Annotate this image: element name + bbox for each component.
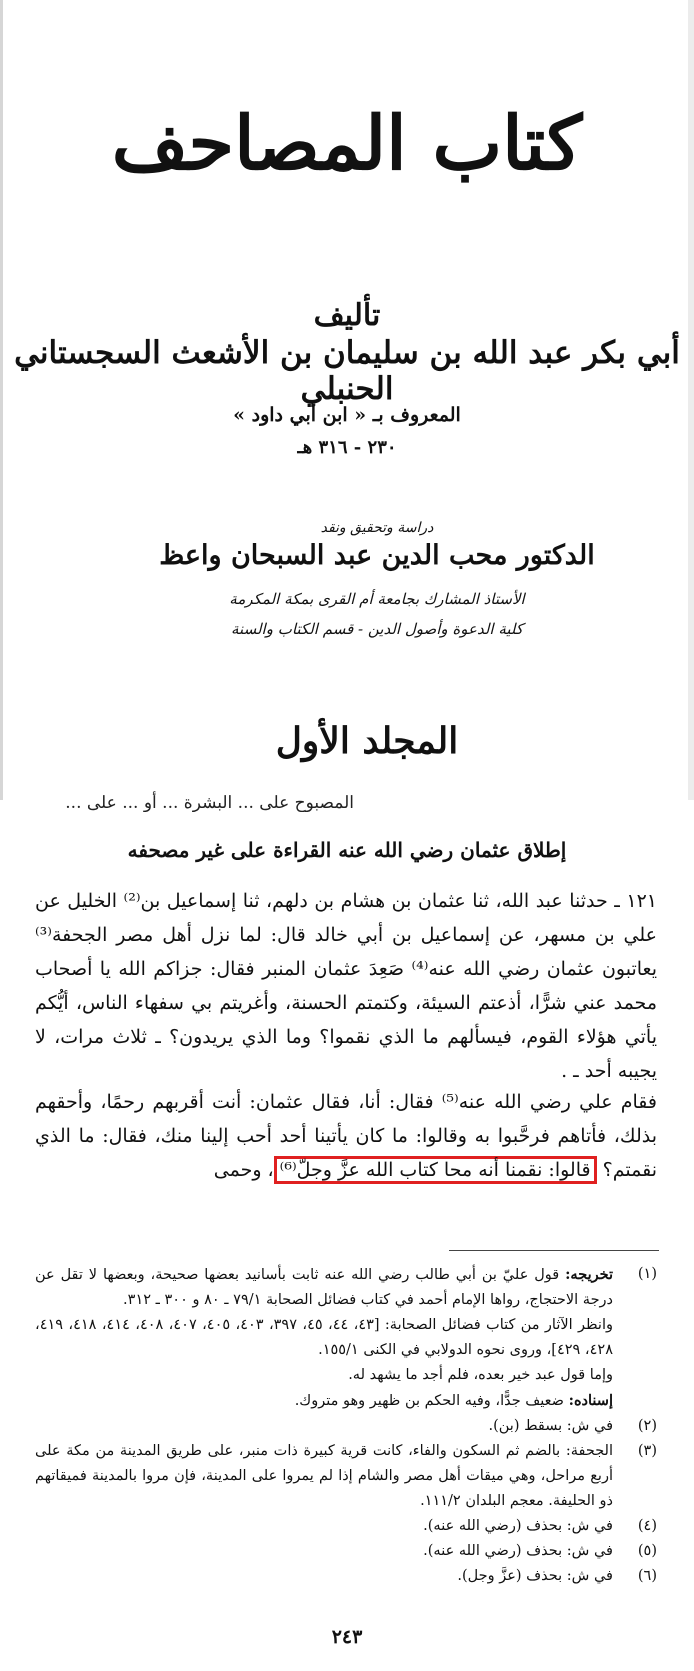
paragraph-2-start: فقام علي رضي الله عنه⁽⁵⁾ فقال: أنا، فقال عثمان: أنت أقربهم رحمًا، وأحقهم بذلك، فأتاهم فرحَّبوا به وقالوا: ما كان يأتينا أحد أحب إلينا منك، فقال: ما الذي نقمتم؟ [35,1091,657,1181]
paragraph-2 [35,1085,657,1187]
footnotes [35,1262,657,1589]
footnote-label: إسناده: [568,1392,613,1409]
highlighted-phrase: قالوا: نقمنا أنه محا كتاب الله عزَّ وجلّ⁽⁶⁾ [274,1156,597,1184]
author-name: أبي بكر عبد الله بن سليمان بن الأشعث السجستاني الحنبلي [14,335,680,407]
footnote-body [35,1262,613,1414]
footnote [35,1539,657,1564]
footnote-number: (٣) [637,1443,657,1459]
volume-label: المجلد الأول [275,720,459,762]
paragraph-2-end: ، وحمى [213,1159,274,1181]
paragraph-1-text: ١٢١ ـ حدثنا عبد الله، ثنا عثمان بن هشام بن دلهم، ثنا إسماعيل بن⁽²⁾ الخليل عن علي بن مسهر، عن إسماعيل بن أبي خالد قال: لما نزل أهل مصر الجحفة⁽³⁾ يعاتبون عثمان رضي الله عنه⁽⁴⁾ صَعِدَ عثمان المنبر فقال: جزاكم الله يا أصحاب محمد عني شرًّا، أذعتم السيئة، وكتمتم الحسنة، وأغريتم بي سفهاء الناس، أيُّكم يأتي هؤلاء القوم، فيسألهم ما الذي نقموا؟ وما الذي يريدون؟ ـ ثلاث مرات، لا يجيبه أحد ـ . [35,890,657,1082]
footnote [35,1439,657,1514]
footnote-number: (٢) [637,1418,657,1434]
page-number: ٢٤٣ [331,1626,363,1648]
footnote-line: قول عليّ بن أبي طالب رضي الله عنه ثابت بأسانيد بعضها صحيحة، وبعضها لا تقل عن درجة الاحتجاج، رواها الإمام أحمد في كتاب فضائل الصحابة ٧٩/١ ـ ٨٠ و ٣٠٠ ـ ٣١٢. [35,1267,613,1308]
paragraph-1 [35,884,657,1088]
footnote-line: ضعيف جدًّا، وفيه الحكم بن ظهير وهو متروك. [294,1393,564,1409]
footnote-number: (٤) [637,1518,657,1534]
footnote-number: (٦) [637,1568,657,1584]
footnote-line: وإما قول عبد خير بعده، فلم أجد ما يشهد له. [348,1367,613,1383]
by-label: تأليف [313,298,381,333]
footnote [35,1514,657,1539]
editor-position-1: الأستاذ المشارك بجامعة أم القرى بمكة المكرمة [229,590,525,608]
editor-position-2: كلية الدعوة وأصول الدين - قسم الكتاب والسنة [231,620,523,638]
footnote [35,1262,657,1414]
paragraph-2-text [35,1085,657,1187]
footnote-body: في ش: بحذف (رضي الله عنه). [423,1518,613,1534]
footnote-body: في ش: بسقط (بن). [488,1418,613,1434]
cut-off-line: المصبوح على ... البشرة ... أو ... على ... [65,793,354,812]
footnote [35,1414,657,1439]
known-as: المعروف بـ « ابن أبي داود » [233,404,461,426]
footnote-body: في ش: بحذف (رضي الله عنه). [423,1543,613,1559]
footnote-line: وانظر الآثار من كتاب فضائل الصحابة: [٤٣، ٤٤، ٤٥، ٣٩٧، ٤٠٣، ٤٠٥، ٤٠٧، ٤٠٨، ٤١٤، ٤١٨، ٤١٩، ٤٢٨، ٤٢٩]، وروى نحوه الدولابي في الكنى ١٥٥/١. [35,1317,613,1358]
author-dates: ٢٣٠ - ٣١٦ هـ [297,437,397,458]
footnote-body: الجحفة: بالضم ثم السكون والفاء، كانت قرية كبيرة ذات منبر، على طريق المدينة من مكة على أربع مراحل، وهي ميقات أهل مصر والشام إذا لم يمروا على المدينة، فإن مروا بالمدينة فميقاتهم ذو الحليفة. معجم البلدان ١١١/٢. [35,1443,613,1509]
footnote-body: في ش: بحذف (عزَّ وجل). [457,1568,613,1584]
footnote-label: تخريجه: [565,1266,613,1283]
text-page [0,793,694,1671]
footnote-divider [449,1250,659,1251]
footnote-number: (١) [637,1266,657,1282]
editor-name: الدكتور محب الدين عبد السبحان واعظ [159,540,595,571]
book-title: كتاب المصاحف [111,101,583,187]
footnote-number: (٥) [637,1543,657,1559]
title-page-image [0,0,694,800]
study-label: دراسة وتحقيق ونقد [320,520,434,536]
footnote [35,1564,657,1589]
section-heading: إطلاق عثمان رضي الله عنه القراءة على غير مصحفه [127,838,567,862]
